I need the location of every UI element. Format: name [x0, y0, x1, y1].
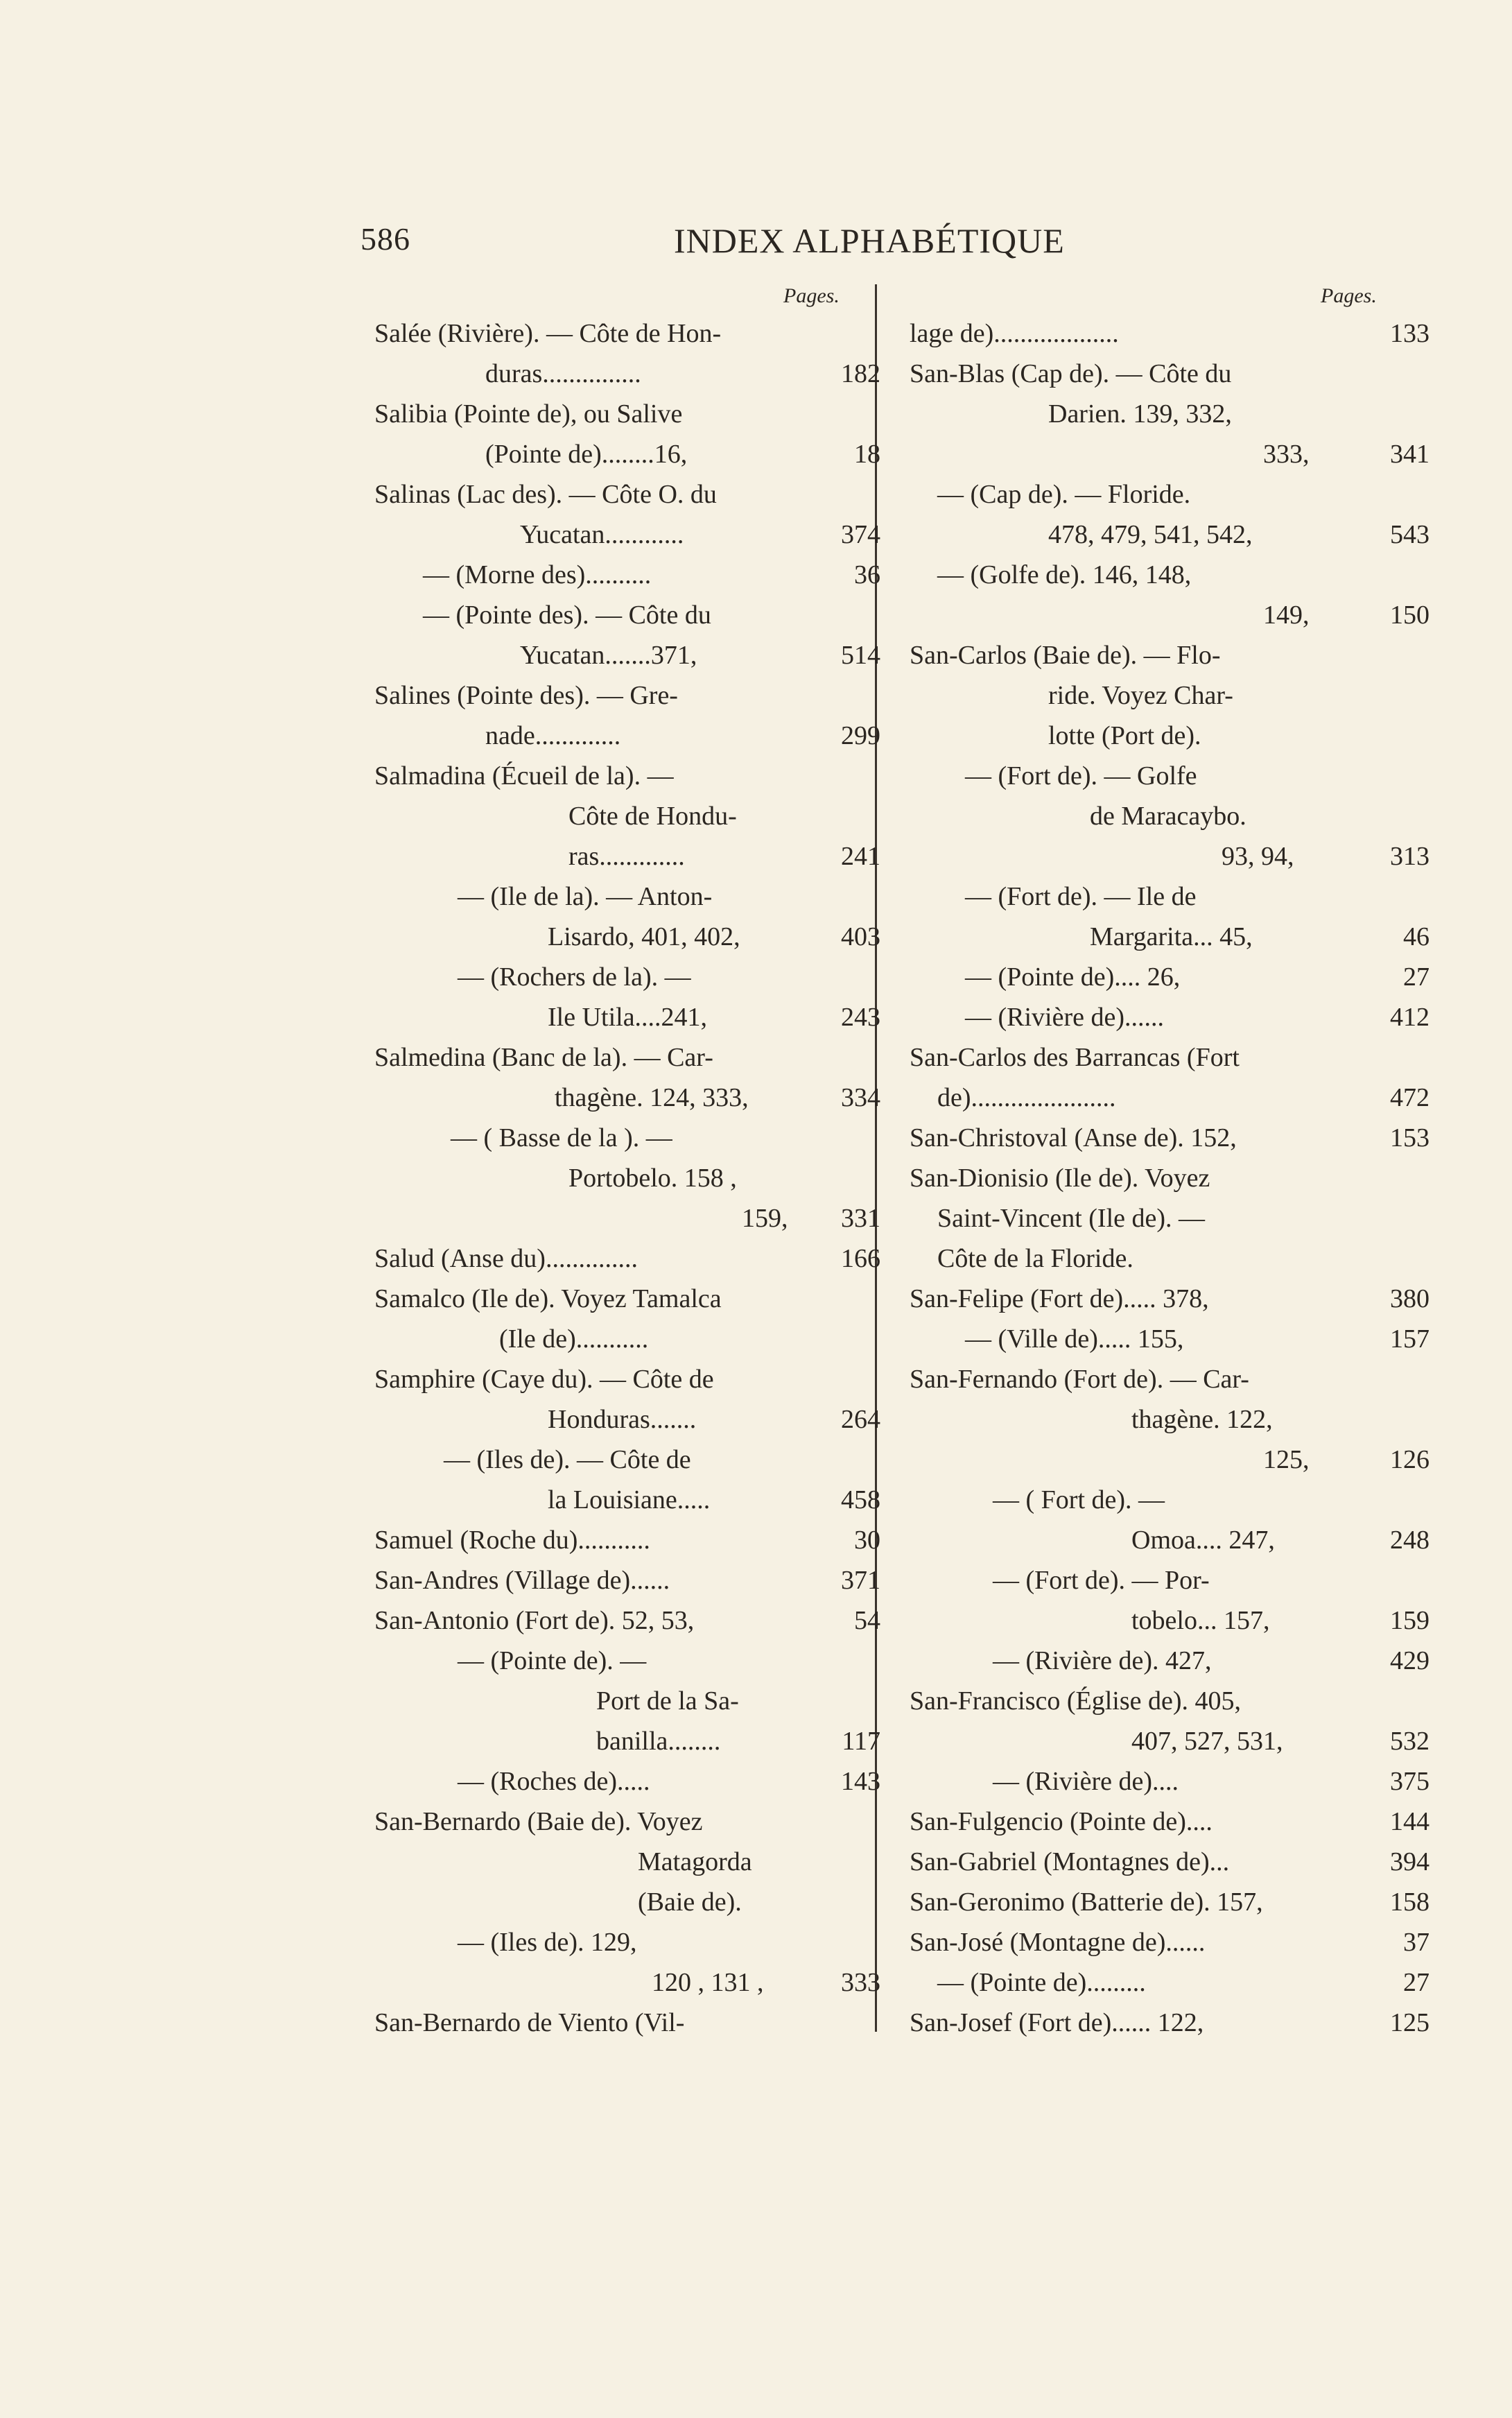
entry-text: San-Carlos des Barrancas (Fort [910, 1043, 1240, 1072]
entry-text: San-Josef (Fort de)...... 122, [910, 2008, 1204, 2037]
index-entry-line [910, 1238, 1409, 1279]
index-entry-line [374, 1279, 874, 1319]
entry-page-number: 158 [1390, 1888, 1430, 1917]
entry-text: — (Cap de). — Floride. [937, 480, 1191, 509]
index-entry-line [374, 1238, 880, 1279]
index-entry-line [910, 716, 1409, 756]
entry-text: Côte de Hondu- [568, 802, 737, 831]
entry-text: — (Ile de la). — Anton- [458, 882, 713, 911]
entry-text: — (Pointe des). — Côte du [423, 601, 711, 630]
index-entry-line [910, 957, 1430, 997]
entry-text: duras............... [485, 359, 641, 388]
entry-page-number: 54 [854, 1606, 880, 1635]
entry-text: — (Iles de). — Côte de [444, 1445, 691, 1474]
entry-text: San-Blas (Cap de). — Côte du [910, 359, 1232, 388]
entry-text: Honduras....... [548, 1405, 697, 1434]
index-entry-line [374, 1721, 880, 1761]
index-entry-line [910, 1440, 1430, 1480]
entry-text: San-Andres (Village de)...... [374, 1566, 670, 1595]
index-entry-line [374, 1520, 880, 1560]
index-entry-line [910, 555, 1409, 595]
entry-text: San-Bernardo (Baie de). Voyez [374, 1807, 703, 1836]
index-entry-line [910, 675, 1409, 716]
entry-page-number: 514 [841, 641, 880, 670]
index-entry-line [374, 675, 874, 716]
index-entry-line [910, 1721, 1430, 1761]
entry-text: — (Rivière de)...... [965, 1003, 1165, 1032]
entry-text: 149, [1263, 601, 1310, 630]
index-entry-line [910, 1198, 1409, 1238]
index-entry-line [374, 394, 874, 434]
index-entry-line [374, 1922, 874, 1962]
entry-page-number: 333 [841, 1968, 880, 1997]
entry-text: de)...................... [937, 1083, 1116, 1112]
entry-text: Salmedina (Banc de la). — Car- [374, 1043, 713, 1072]
entry-page-number: 37 [1403, 1928, 1430, 1957]
entry-text: Yucatan............ [520, 520, 684, 549]
index-entry-line [374, 876, 874, 917]
index-entry-line [374, 635, 880, 675]
entry-text: — (Rivière de). 427, [993, 1646, 1212, 1675]
entry-page-number: 334 [841, 1083, 880, 1112]
entry-text: Salibia (Pointe de), ou Salive [374, 399, 683, 429]
index-entry-line [374, 515, 880, 555]
entry-page-number: 27 [1403, 962, 1430, 992]
entry-text: Portobelo. 158 , [568, 1164, 737, 1193]
pages-label-right: Pages. [1321, 284, 1377, 307]
index-entry-line [910, 1802, 1430, 1842]
index-entry-line [374, 1842, 874, 1882]
index-entry-line [374, 957, 874, 997]
index-entry-line [910, 876, 1409, 917]
entry-text: — (Pointe de)......... [937, 1968, 1146, 1997]
entry-text: 407, 527, 531, [1131, 1727, 1283, 1756]
entry-text: San-Antonio (Fort de). 52, 53, [374, 1606, 695, 1635]
index-entry-line [374, 1359, 874, 1399]
entry-page-number: 117 [842, 1727, 880, 1756]
index-entry-line [910, 1641, 1430, 1681]
entry-text: Salinas (Lac des). — Côte O. du [374, 480, 717, 509]
entry-text: Salée (Rivière). — Côte de Hon- [374, 319, 722, 348]
index-entry-line [910, 1681, 1409, 1721]
entry-text: Yucatan.......371, [520, 641, 697, 670]
index-entry-line [910, 1078, 1430, 1118]
index-entry-line [910, 997, 1430, 1037]
entry-text: de Maracaybo. [1090, 802, 1246, 831]
index-entry-line [910, 1480, 1409, 1520]
index-entry-line [374, 1761, 880, 1802]
page-number: 586 [360, 221, 410, 257]
entry-text: tobelo... 157, [1131, 1606, 1270, 1635]
index-entry-line [910, 796, 1409, 836]
entry-text: Samphire (Caye du). — Côte de [374, 1365, 714, 1394]
entry-text: Ile Utila....241, [548, 1003, 708, 1032]
index-entry-line [910, 1842, 1430, 1882]
index-entry-line [374, 1037, 874, 1078]
index-entry-line [374, 2003, 874, 2043]
index-entry-line [910, 1399, 1409, 1440]
entry-text: Salud (Anse du).............. [374, 1244, 638, 1273]
index-entry-line [910, 917, 1430, 957]
entry-text: thagène. 124, 333, [555, 1083, 749, 1112]
index-entry-line [910, 313, 1430, 354]
index-entry-line [910, 515, 1430, 555]
entry-page-number: 46 [1403, 922, 1430, 951]
entry-page-number: 374 [841, 520, 880, 549]
entry-text: Samalco (Ile de). Voyez Tamalca [374, 1284, 722, 1313]
entry-page-number: 429 [1390, 1646, 1430, 1675]
index-entry-line [374, 434, 880, 474]
entry-text: Port de la Sa- [596, 1686, 739, 1716]
entry-page-number: 472 [1390, 1083, 1430, 1112]
entry-text: (Baie de). [638, 1888, 742, 1917]
running-head [360, 221, 1081, 262]
index-entry-line [910, 354, 1409, 394]
entry-text: San-Francisco (Église de). 405, [910, 1686, 1242, 1716]
entry-text: Margarita... 45, [1090, 922, 1253, 951]
page-title: INDEX ALPHABÉTIQUE [674, 221, 1065, 260]
index-entry-line [910, 1279, 1430, 1319]
index-column-left [374, 313, 880, 2043]
entry-text: San-Geronimo (Batterie de). 157, [910, 1888, 1263, 1917]
entry-text: San-Christoval (Anse de). 152, [910, 1123, 1237, 1152]
entry-page-number: 36 [854, 560, 880, 589]
entry-page-number: 299 [841, 721, 880, 750]
entry-page-number: 458 [841, 1485, 880, 1514]
entry-page-number: 150 [1390, 601, 1430, 630]
index-entry-line [374, 997, 880, 1037]
entry-text: nade............. [485, 721, 621, 750]
entry-text: San-Fernando (Fort de). — Car- [910, 1365, 1249, 1394]
entry-page-number: 341 [1390, 440, 1430, 469]
entry-page-number: 27 [1403, 1968, 1430, 1997]
index-entry-line [374, 1319, 874, 1359]
entry-page-number: 143 [841, 1767, 880, 1796]
entry-text: Lisardo, 401, 402, [548, 922, 740, 951]
entry-text: — (Iles de). 129, [458, 1928, 637, 1957]
pages-label-left: Pages. [783, 284, 840, 307]
entry-text: (Ile de)........... [499, 1324, 649, 1354]
index-entry-line [374, 1118, 874, 1158]
index-entry-line [910, 1882, 1430, 1922]
index-entry-line [910, 1118, 1430, 1158]
entry-page-number: 248 [1390, 1526, 1430, 1555]
index-entry-line [374, 595, 874, 635]
entry-text: lotte (Port de). [1048, 721, 1201, 750]
entry-text: Salmadina (Écueil de la). — [374, 761, 674, 791]
entry-page-number: 159 [1390, 1606, 1430, 1635]
index-entry-line [910, 1600, 1430, 1641]
index-entry-line [910, 1359, 1409, 1399]
index-entry-line [374, 917, 880, 957]
entry-page-number: 30 [854, 1526, 880, 1555]
entry-page-number: 153 [1390, 1123, 1430, 1152]
index-entry-line [374, 1882, 874, 1922]
index-entry-line [374, 1158, 874, 1198]
index-entry-line [910, 2003, 1430, 2043]
entry-page-number: 394 [1390, 1847, 1430, 1876]
index-entry-line [910, 756, 1409, 796]
index-entry-line [910, 1761, 1430, 1802]
entry-text: ras............. [568, 842, 685, 871]
index-entry-line [374, 756, 874, 796]
index-entry-line [374, 796, 874, 836]
entry-text: (Pointe de)........16, [485, 440, 688, 469]
index-entry-line [910, 1922, 1430, 1962]
entry-page-number: 375 [1390, 1767, 1430, 1796]
index-entry-line [374, 555, 880, 595]
entry-text: San-Gabriel (Montagnes de)... [910, 1847, 1230, 1876]
entry-page-number: 125 [1390, 2008, 1430, 2037]
entry-text: — (Roches de)..... [458, 1767, 650, 1796]
entry-page-number: 331 [841, 1204, 880, 1233]
entry-text: — (Fort de). — Ile de [965, 882, 1197, 911]
entry-page-number: 243 [841, 1003, 880, 1032]
index-entry-line [910, 1319, 1430, 1359]
index-entry-line [374, 1600, 880, 1641]
entry-text: Samuel (Roche du)........... [374, 1526, 650, 1555]
entry-text: Darien. 139, 332, [1048, 399, 1232, 429]
entry-text: 120 , 131 , [652, 1968, 764, 1997]
index-entry-line [374, 474, 874, 515]
index-entry-line [374, 1480, 880, 1520]
entry-text: — (Morne des).......... [423, 560, 652, 589]
entry-page-number: 313 [1390, 842, 1430, 871]
index-entry-line [374, 716, 880, 756]
index-entry-line [910, 635, 1409, 675]
index-entry-line [374, 1078, 880, 1118]
entry-page-number: 126 [1390, 1445, 1430, 1474]
entry-text: 93, 94, [1222, 842, 1294, 871]
index-entry-line [374, 1198, 880, 1238]
index-entry-line [374, 1560, 880, 1600]
index-entry-line [374, 1641, 874, 1681]
index-entry-line [374, 1399, 880, 1440]
index-entry-line [374, 1440, 874, 1480]
entry-text: — (Golfe de). 146, 148, [937, 560, 1192, 589]
entry-text: thagène. 122, [1131, 1405, 1273, 1434]
entry-text: San-Bernardo de Viento (Vil- [374, 2008, 685, 2037]
entry-text: San-Dionisio (Ile de). Voyez [910, 1164, 1210, 1193]
entry-page-number: 532 [1390, 1727, 1430, 1756]
entry-text: — (Fort de). — Golfe [965, 761, 1197, 791]
index-entry-line [910, 394, 1409, 434]
index-entry-line [910, 1037, 1409, 1078]
entry-text: — ( Basse de la ). — [451, 1123, 672, 1152]
entry-text: ride. Voyez Char- [1048, 681, 1233, 710]
entry-page-number: 403 [841, 922, 880, 951]
index-entry-line [910, 1520, 1430, 1560]
entry-text: — (Pointe de). — [458, 1646, 647, 1675]
entry-text: Côte de la Floride. [937, 1244, 1133, 1273]
entry-page-number: 241 [841, 842, 880, 871]
entry-text: — (Pointe de).... 26, [965, 962, 1181, 992]
entry-page-number: 18 [854, 440, 880, 469]
entry-text: 478, 479, 541, 542, [1048, 520, 1253, 549]
index-entry-line [374, 354, 880, 394]
index-entry-line [910, 434, 1430, 474]
entry-text: Matagorda [638, 1847, 752, 1876]
entry-page-number: 264 [841, 1405, 880, 1434]
index-entry-line [374, 1962, 880, 2003]
index-column-right [910, 313, 1430, 2043]
index-entry-line [910, 1962, 1430, 2003]
entry-page-number: 157 [1390, 1324, 1430, 1354]
entry-text: — (Fort de). — Por- [993, 1566, 1210, 1595]
entry-text: — (Ville de)..... 155, [965, 1324, 1184, 1354]
index-entry-line [910, 836, 1430, 876]
entry-text: banilla........ [596, 1727, 721, 1756]
entry-text: Salines (Pointe des). — Gre- [374, 681, 678, 710]
entry-text: — (Rochers de la). — [458, 962, 691, 992]
index-entry-line [374, 1681, 874, 1721]
entry-text: San-Fulgencio (Pointe de).... [910, 1807, 1213, 1836]
entry-text: lage de)................... [910, 319, 1119, 348]
entry-text: Saint-Vincent (Ile de). — [937, 1204, 1206, 1233]
entry-text: San-José (Montagne de)...... [910, 1928, 1206, 1957]
entry-text: — ( Fort de). — [993, 1485, 1165, 1514]
entry-text: San-Felipe (Fort de)..... 378, [910, 1284, 1209, 1313]
entry-text: 333, [1263, 440, 1310, 469]
entry-page-number: 371 [841, 1566, 880, 1595]
index-entry-line [910, 474, 1409, 515]
index-entry-line [910, 595, 1430, 635]
entry-text: Omoa.... 247, [1131, 1526, 1275, 1555]
entry-page-number: 144 [1390, 1807, 1430, 1836]
entry-page-number: 412 [1390, 1003, 1430, 1032]
entry-text: 159, [742, 1204, 788, 1233]
entry-page-number: 182 [841, 359, 880, 388]
entry-page-number: 166 [841, 1244, 880, 1273]
entry-text: — (Rivière de).... [993, 1767, 1179, 1796]
index-entry-line [374, 836, 880, 876]
index-entry-line [910, 1560, 1409, 1600]
index-entry-line [374, 313, 874, 354]
entry-page-number: 543 [1390, 520, 1430, 549]
index-entry-line [910, 1158, 1409, 1198]
entry-text: San-Carlos (Baie de). — Flo- [910, 641, 1221, 670]
entry-page-number: 380 [1390, 1284, 1430, 1313]
entry-page-number: 133 [1390, 319, 1430, 348]
entry-text: la Louisiane..... [548, 1485, 711, 1514]
index-entry-line [374, 1802, 874, 1842]
entry-text: 125, [1263, 1445, 1310, 1474]
